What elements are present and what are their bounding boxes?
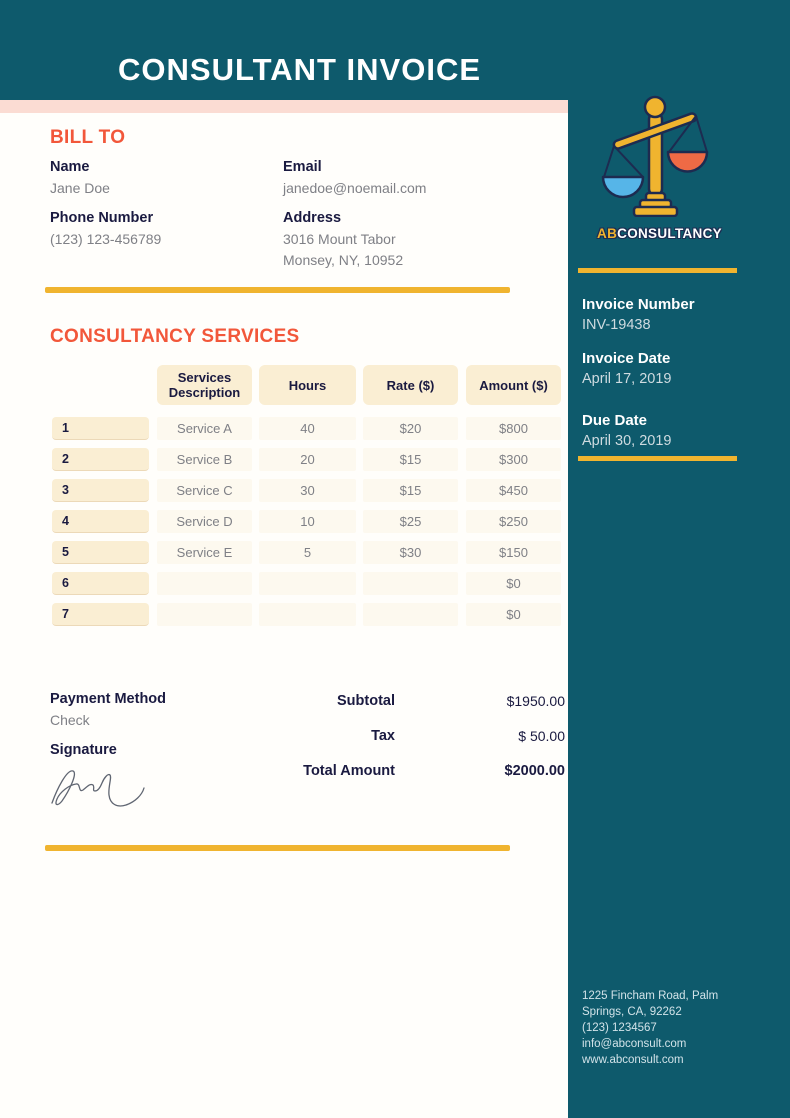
address-value-line2: Monsey, NY, 10952 [283, 252, 404, 268]
subtotal-label: Subtotal [337, 693, 395, 709]
total-amount-label: Total Amount [303, 763, 395, 779]
cell-amount: $150 [466, 541, 561, 564]
cell-amount: $250 [466, 510, 561, 533]
name-value: Jane Doe [50, 180, 110, 196]
row-number-field: 2 [52, 448, 149, 471]
cell-rate: $25 [363, 510, 458, 533]
brand-suffix: CONSULTANCY [617, 226, 722, 241]
cell-rate [363, 603, 458, 626]
tax-label: Tax [371, 728, 395, 744]
bill-to-address-field [283, 208, 533, 271]
invoice-number-field [582, 294, 782, 336]
bill-to-name-field [50, 157, 283, 199]
cell-description [157, 572, 252, 595]
cell-rate: $15 [363, 479, 458, 502]
total-amount-row [250, 760, 565, 782]
sidebar-divider [578, 456, 737, 461]
company-website-link[interactable]: www.abconsult.com [582, 1054, 684, 1066]
signature-image [45, 755, 160, 813]
table-row [0, 603, 568, 626]
cell-amount: $800 [466, 417, 561, 440]
address-label: Address [283, 210, 342, 226]
address-value-line1: 3016 Mount Tabor [283, 231, 396, 247]
total-amount-value: $2000.00 [504, 763, 565, 779]
invoice-date-field [582, 348, 782, 390]
services-heading: CONSULTANCY SERVICES [50, 326, 300, 347]
scales-icon [597, 95, 723, 217]
subtotal-value: $1950.00 [506, 693, 565, 709]
table-row [0, 572, 568, 595]
company-logo [592, 95, 727, 241]
cell-hours: 40 [259, 417, 356, 440]
section-divider [45, 287, 510, 293]
cell-description [157, 603, 252, 626]
accent-strip [0, 100, 568, 113]
cell-hours: 5 [259, 541, 356, 564]
signature-label: Signature [50, 742, 117, 758]
due-date-field [582, 410, 782, 452]
cell-hours: 30 [259, 479, 356, 502]
row-number-field: 7 [52, 603, 149, 626]
cell-amount: $0 [466, 603, 561, 626]
bill-to-phone-field [50, 208, 283, 271]
totals-block [250, 690, 565, 795]
row-number-field: 5 [52, 541, 149, 564]
company-address-line1: 1225 Fincham Road, Palm [582, 990, 719, 1002]
email-label: Email [283, 159, 322, 175]
phone-value: (123) 123-456789 [50, 231, 162, 247]
phone-label: Phone Number [50, 210, 154, 226]
payment-method-value: Check [50, 712, 90, 728]
row-number-field: 6 [52, 572, 149, 595]
due-date-value: April 30, 2019 [582, 433, 672, 449]
cell-description: Service C [157, 479, 252, 502]
column-header-amount: Amount ($) [466, 365, 561, 405]
brand-prefix: AB [597, 226, 618, 241]
bill-to-heading: BILL TO [50, 127, 126, 148]
cell-amount: $300 [466, 448, 561, 471]
subtotal-row [250, 690, 565, 712]
invoice-number-value: INV-19438 [582, 317, 651, 333]
cell-amount: $450 [466, 479, 561, 502]
company-phone: (123) 1234567 [582, 1022, 657, 1034]
cell-description: Service A [157, 417, 252, 440]
cell-amount: $0 [466, 572, 561, 595]
cell-description: Service B [157, 448, 252, 471]
table-row [0, 541, 568, 564]
sidebar [568, 0, 790, 1118]
cell-hours [259, 572, 356, 595]
company-address-line2: Springs, CA, 92262 [582, 1006, 682, 1018]
table-row [0, 479, 568, 502]
payment-method-label: Payment Method [50, 691, 167, 707]
tax-value: $ 50.00 [518, 728, 565, 744]
invoice-number-label: Invoice Number [582, 296, 695, 313]
table-row [0, 510, 568, 533]
cell-description: Service E [157, 541, 252, 564]
cell-rate: $30 [363, 541, 458, 564]
invoice-date-label: Invoice Date [582, 350, 671, 367]
email-value: janedoe@noemail.com [283, 180, 427, 196]
cell-hours: 20 [259, 448, 356, 471]
cell-description: Service D [157, 510, 252, 533]
tax-row [250, 725, 565, 747]
table-header-row [0, 365, 568, 405]
services-table [0, 365, 568, 634]
column-header-description: Services Description [157, 365, 252, 405]
page-title: CONSULTANT INVOICE [118, 52, 482, 87]
column-header-hours: Hours [259, 365, 356, 405]
brand-text [592, 226, 727, 241]
cell-rate: $20 [363, 417, 458, 440]
table-row [0, 417, 568, 440]
sidebar-divider [578, 268, 737, 273]
main-panel [0, 113, 568, 1118]
cell-hours [259, 603, 356, 626]
column-header-rate: Rate ($) [363, 365, 458, 405]
cell-rate [363, 572, 458, 595]
company-email-link[interactable]: info@abconsult.com [582, 1038, 687, 1050]
section-divider [45, 845, 510, 851]
due-date-label: Due Date [582, 412, 648, 429]
table-row [0, 448, 568, 471]
bill-to-email-field [283, 157, 533, 199]
bill-to-fields [50, 157, 533, 271]
cell-hours: 10 [259, 510, 356, 533]
name-label: Name [50, 159, 90, 175]
cell-rate: $15 [363, 448, 458, 471]
row-number-field: 4 [52, 510, 149, 533]
row-number-field: 3 [52, 479, 149, 502]
company-contact-block [582, 988, 777, 1068]
invoice-date-value: April 17, 2019 [582, 371, 672, 387]
row-number-field: 1 [52, 417, 149, 440]
